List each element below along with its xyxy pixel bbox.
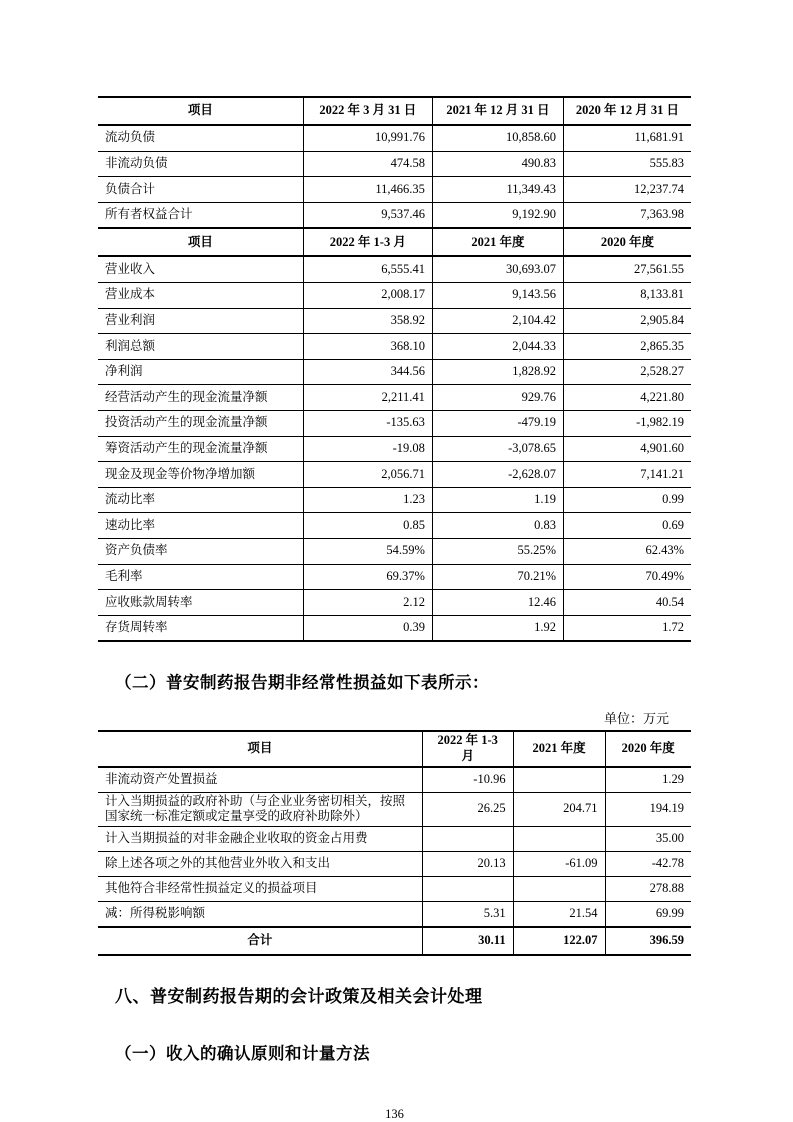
row-value: 69.37%	[303, 564, 432, 590]
row-value: 5.31	[422, 901, 513, 927]
table-row	[98, 851, 691, 876]
total-value-2021: 122.07	[513, 927, 605, 955]
row-value: 11,681.91	[563, 125, 691, 151]
table-row	[98, 487, 691, 513]
row-label: 毛利率	[98, 564, 303, 590]
table-header-row	[98, 731, 691, 766]
row-value: 0.99	[563, 487, 691, 513]
row-value: 40.54	[563, 590, 691, 616]
row-value	[422, 826, 513, 851]
row-value: 70.49%	[563, 564, 691, 590]
row-value: 0.39	[303, 615, 432, 641]
row-value: 474.58	[303, 151, 432, 177]
row-value: 1.72	[563, 615, 691, 641]
table-row	[98, 151, 691, 177]
table-header-group	[98, 731, 691, 766]
column-header-period-2020: 2020 年度	[605, 731, 691, 766]
row-value: -1,982.19	[563, 410, 691, 436]
table-row	[98, 615, 691, 641]
table-row	[98, 385, 691, 411]
row-label: 非流动负债	[98, 151, 303, 177]
row-value: 1.29	[605, 767, 691, 793]
row-value: -479.19	[432, 410, 563, 436]
row-value: 26.25	[422, 792, 513, 826]
table-row	[98, 513, 691, 539]
row-value: -10.96	[422, 767, 513, 793]
balance-sheet-rows	[98, 125, 691, 228]
table-row	[98, 410, 691, 436]
non-recurring-rows	[98, 767, 691, 927]
column-header-period-2020: 2020 年度	[563, 228, 691, 256]
row-label: 资产负债率	[98, 538, 303, 564]
table-row	[98, 359, 691, 385]
row-value: 1,828.92	[432, 359, 563, 385]
column-header-period-2021: 2021 年度	[513, 731, 605, 766]
row-label: 除上述各项之外的其他营业外收入和支出	[98, 851, 422, 876]
table-row	[98, 282, 691, 308]
row-label: 计入当期损益的政府补助（与企业业务密切相关，按照国家统一标准定额或定量享受的政府补助除外）	[98, 792, 422, 826]
row-value: 9,143.56	[432, 282, 563, 308]
row-value: 62.43%	[563, 538, 691, 564]
table-total-group	[98, 927, 691, 955]
table-row	[98, 334, 691, 360]
table-row	[98, 590, 691, 616]
row-value: 10,991.76	[303, 125, 432, 151]
row-value: -19.08	[303, 436, 432, 462]
row-value: 278.88	[605, 876, 691, 901]
row-value: 12,237.74	[563, 177, 691, 203]
row-label: 营业利润	[98, 308, 303, 334]
total-value-2022: 30.11	[422, 927, 513, 955]
table-row	[98, 462, 691, 488]
row-value: 55.25%	[432, 538, 563, 564]
row-value: 2,104.42	[432, 308, 563, 334]
table-row	[98, 202, 691, 228]
row-label: 营业成本	[98, 282, 303, 308]
table-row	[98, 538, 691, 564]
row-value: 2,211.41	[303, 385, 432, 411]
unit-label: 单位：万元	[603, 711, 669, 727]
row-label: 减：所得税影响额	[98, 901, 422, 927]
column-header-date-2022: 2022 年 3 月 31 日	[303, 97, 432, 125]
row-value: 490.83	[432, 151, 563, 177]
row-value: 0.69	[563, 513, 691, 539]
row-value: -3,078.65	[432, 436, 563, 462]
row-label: 净利润	[98, 359, 303, 385]
row-label: 经营活动产生的现金流量净额	[98, 385, 303, 411]
row-label: 所有者权益合计	[98, 202, 303, 228]
row-label: 现金及现金等价物净增加额	[98, 462, 303, 488]
column-header-period-2021: 2021 年度	[432, 228, 563, 256]
row-value: 9,192.90	[432, 202, 563, 228]
row-value	[513, 767, 605, 793]
row-value	[513, 876, 605, 901]
row-value: 2,056.71	[303, 462, 432, 488]
row-label: 投资活动产生的现金流量净额	[98, 410, 303, 436]
table-header-row	[98, 97, 691, 125]
row-value: 4,221.80	[563, 385, 691, 411]
table-row	[98, 876, 691, 901]
column-header-item: 项目	[98, 228, 303, 256]
row-value: 8,133.81	[563, 282, 691, 308]
row-value: 10,858.60	[432, 125, 563, 151]
row-value: 54.59%	[303, 538, 432, 564]
table-row	[98, 125, 691, 151]
table-header-row	[98, 228, 691, 256]
row-value: 12.46	[432, 590, 563, 616]
row-value: 929.76	[432, 385, 563, 411]
row-label: 负债合计	[98, 177, 303, 203]
row-value: 21.54	[513, 901, 605, 927]
table-header-group-period	[98, 228, 691, 256]
table-row	[98, 792, 691, 826]
page-number: 136	[385, 1106, 404, 1121]
row-value: 1.19	[432, 487, 563, 513]
total-value-2020: 396.59	[605, 927, 691, 955]
row-value: 0.85	[303, 513, 432, 539]
table-row	[98, 177, 691, 203]
table-row	[98, 901, 691, 927]
row-value	[422, 876, 513, 901]
row-value: 7,363.98	[563, 202, 691, 228]
row-label: 流动比率	[98, 487, 303, 513]
row-value: 204.71	[513, 792, 605, 826]
income-and-ratio-rows	[98, 256, 691, 641]
section-heading-non-recurring: （二）普安制药报告期非经常性损益如下表所示：	[115, 674, 489, 693]
row-value: 368.10	[303, 334, 432, 360]
row-label: 流动负债	[98, 125, 303, 151]
column-header-item: 项目	[98, 731, 422, 766]
row-value: 6,555.41	[303, 256, 432, 282]
row-value: -2,628.07	[432, 462, 563, 488]
row-value: 4,901.60	[563, 436, 691, 462]
row-value: 2,044.33	[432, 334, 563, 360]
row-value: 1.23	[303, 487, 432, 513]
row-value: 27,561.55	[563, 256, 691, 282]
row-value: 358.92	[303, 308, 432, 334]
column-header-item: 项目	[98, 97, 303, 125]
row-value: 35.00	[605, 826, 691, 851]
row-label: 非流动资产处置损益	[98, 767, 422, 793]
row-value: 11,466.35	[303, 177, 432, 203]
row-value: -61.09	[513, 851, 605, 876]
table-row	[98, 767, 691, 793]
row-value: 69.99	[605, 901, 691, 927]
row-value: 0.83	[432, 513, 563, 539]
row-label: 其他符合非经常性损益定义的损益项目	[98, 876, 422, 901]
column-header-period-2022: 2022 年 1-3 月	[422, 731, 513, 766]
row-value: 70.21%	[432, 564, 563, 590]
column-header-date-2020: 2020 年 12 月 31 日	[563, 97, 691, 125]
total-row	[98, 927, 691, 955]
table-row	[98, 564, 691, 590]
row-value: 2.12	[303, 590, 432, 616]
row-label: 营业收入	[98, 256, 303, 282]
row-value: 344.56	[303, 359, 432, 385]
row-label: 存货周转率	[98, 615, 303, 641]
column-header-date-2021: 2021 年 12 月 31 日	[432, 97, 563, 125]
row-value: 30,693.07	[432, 256, 563, 282]
non-recurring-items-table	[98, 730, 691, 956]
total-label: 合计	[98, 927, 422, 955]
row-value: 2,905.84	[563, 308, 691, 334]
section-heading-8: 八、普安制药报告期的会计政策及相关会计处理	[115, 986, 483, 1006]
row-label: 筹资活动产生的现金流量净额	[98, 436, 303, 462]
row-value: 194.19	[605, 792, 691, 826]
row-value: 9,537.46	[303, 202, 432, 228]
row-value: 7,141.21	[563, 462, 691, 488]
row-label: 应收账款周转率	[98, 590, 303, 616]
row-label: 利润总额	[98, 334, 303, 360]
row-value	[513, 826, 605, 851]
row-value: 2,865.35	[563, 334, 691, 360]
financial-summary-table	[98, 96, 691, 642]
row-value: 20.13	[422, 851, 513, 876]
table-header-group-balance	[98, 97, 691, 125]
row-label: 速动比率	[98, 513, 303, 539]
section-heading-8-1: （一）收入的确认原则和计量方法	[115, 1044, 370, 1063]
table-row	[98, 436, 691, 462]
row-value: 2,528.27	[563, 359, 691, 385]
row-value: 1.92	[432, 615, 563, 641]
row-value: -42.78	[605, 851, 691, 876]
table-row	[98, 826, 691, 851]
row-value: -135.63	[303, 410, 432, 436]
table-row	[98, 256, 691, 282]
row-value: 11,349.43	[432, 177, 563, 203]
row-value: 555.83	[563, 151, 691, 177]
row-label: 计入当期损益的对非金融企业收取的资金占用费	[98, 826, 422, 851]
column-header-period-2022: 2022 年 1-3 月	[303, 228, 432, 256]
row-value: 2,008.17	[303, 282, 432, 308]
table-row	[98, 308, 691, 334]
